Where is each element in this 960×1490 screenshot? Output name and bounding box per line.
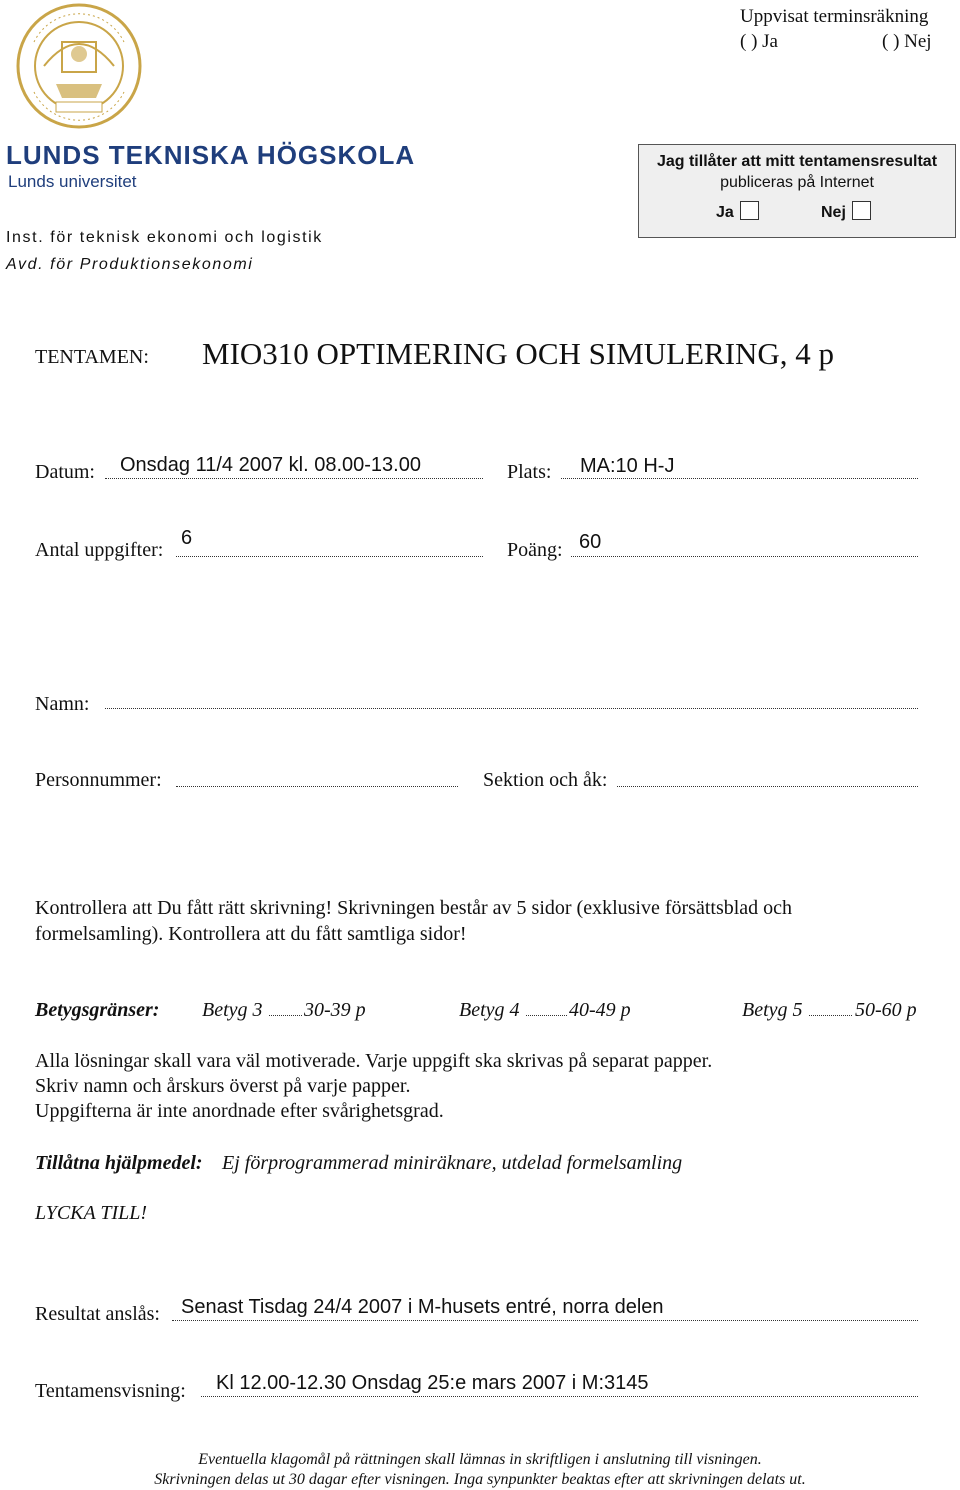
consent-no[interactable] bbox=[821, 201, 871, 222]
plats-value: MA:10 H-J bbox=[580, 455, 675, 477]
footer-line2: Skrivningen delas ut 30 dagar efter visningen. Inga synpunkter beaktas efter att skrivningen delats ut. bbox=[154, 1471, 806, 1488]
check-instruction-2: formelsamling). Kontrollera att du fått samtliga sidor! bbox=[35, 923, 467, 945]
department: Inst. för teknisk ekonomi och logistik bbox=[6, 229, 323, 246]
consent-yes-label: Ja bbox=[716, 204, 734, 221]
exam-label: TENTAMEN: bbox=[35, 346, 149, 368]
antal-value: 6 bbox=[181, 527, 193, 549]
poang-line bbox=[571, 556, 918, 557]
rule-3: Uppgifterna är inte anordnade efter svårighetsgrad. bbox=[35, 1100, 444, 1122]
grade4-label: Betyg 4 bbox=[459, 999, 520, 1021]
footer-line1: Eventuella klagomål på rättningen skall lämnas in skriftligen i anslutning till visningen. bbox=[198, 1451, 762, 1468]
consent-yes-checkbox[interactable] bbox=[740, 201, 759, 220]
university-sub: Lunds universitet bbox=[8, 172, 137, 191]
consent-no-label: Nej bbox=[821, 204, 846, 221]
check-instruction-1: Kontrollera att Du fått rätt skrivning! Skrivningen består av 5 sidor (exklusive försättsblad och bbox=[35, 897, 793, 919]
personnummer-field[interactable] bbox=[176, 786, 458, 787]
personnummer-label: Personnummer: bbox=[35, 769, 162, 791]
result-value: Senast Tisdag 24/4 2007 i M-husets entré, norra delen bbox=[181, 1296, 664, 1318]
datum-value: Onsdag 11/4 2007 kl. 08.00-13.00 bbox=[120, 454, 421, 476]
plats-label: Plats: bbox=[507, 461, 552, 483]
sektion-label: Sektion och åk: bbox=[483, 769, 608, 791]
poang-label: Poäng: bbox=[507, 539, 563, 561]
rule-2: Skriv namn och årskurs överst på varje papper. bbox=[35, 1075, 411, 1097]
review-value: Kl 12.00-12.30 Onsdag 25:e mars 2007 i M:3145 bbox=[216, 1372, 649, 1394]
grade5-range: 50-60 p bbox=[855, 999, 917, 1021]
grade4-dots bbox=[526, 1015, 567, 1016]
sektion-field[interactable] bbox=[617, 786, 918, 787]
shown-result-label: Uppvisat terminsräkning bbox=[740, 6, 929, 27]
university-seal bbox=[4, 2, 150, 130]
good-luck: LYCKA TILL! bbox=[35, 1202, 148, 1224]
namn-field[interactable] bbox=[105, 708, 918, 709]
consent-line2: publiceras på Internet bbox=[720, 174, 874, 191]
antal-label: Antal uppgifter: bbox=[35, 539, 164, 561]
consent-yes[interactable] bbox=[716, 201, 759, 222]
division: Avd. för Produktionsekonomi bbox=[6, 256, 254, 273]
grade5-label: Betyg 5 bbox=[742, 999, 803, 1021]
result-label: Resultat anslås: bbox=[35, 1303, 160, 1325]
shown-result-no[interactable]: ( ) Nej bbox=[882, 31, 932, 52]
university-logo: LUNDS TEKNISKA HÖGSKOLA bbox=[6, 140, 416, 170]
consent-line1: Jag tillåter att mitt tentamensresultat bbox=[656, 153, 938, 170]
plats-line bbox=[561, 478, 918, 479]
review-line bbox=[201, 1396, 918, 1397]
rule-1: Alla lösningar skall vara väl motiverade. Varje uppgift ska skrivas på separat papper. bbox=[35, 1050, 713, 1072]
shown-result-yes[interactable]: ( ) Ja bbox=[740, 31, 778, 52]
grade3-dots bbox=[269, 1015, 302, 1016]
result-line bbox=[172, 1320, 918, 1321]
publish-consent-box bbox=[638, 144, 956, 238]
review-label: Tentamensvisning: bbox=[35, 1380, 186, 1402]
grade3-label: Betyg 3 bbox=[202, 999, 263, 1021]
consent-no-checkbox[interactable] bbox=[852, 201, 871, 220]
grade4-range: 40-49 p bbox=[569, 999, 631, 1021]
exam-title: MIO310 OPTIMERING OCH SIMULERING, 4 p bbox=[202, 336, 835, 371]
datum-line bbox=[105, 478, 483, 479]
aids-label: Tillåtna hjälpmedel: bbox=[35, 1152, 203, 1174]
poang-value: 60 bbox=[579, 531, 602, 553]
aids-value: Ej förprogrammerad miniräknare, utdelad formelsamling bbox=[222, 1152, 683, 1174]
grade3-range: 30-39 p bbox=[304, 999, 366, 1021]
grade5-dots bbox=[809, 1015, 852, 1016]
grades-label: Betygsgränser: bbox=[35, 999, 160, 1021]
namn-label: Namn: bbox=[35, 693, 90, 715]
antal-line bbox=[176, 556, 483, 557]
datum-label: Datum: bbox=[35, 461, 95, 483]
